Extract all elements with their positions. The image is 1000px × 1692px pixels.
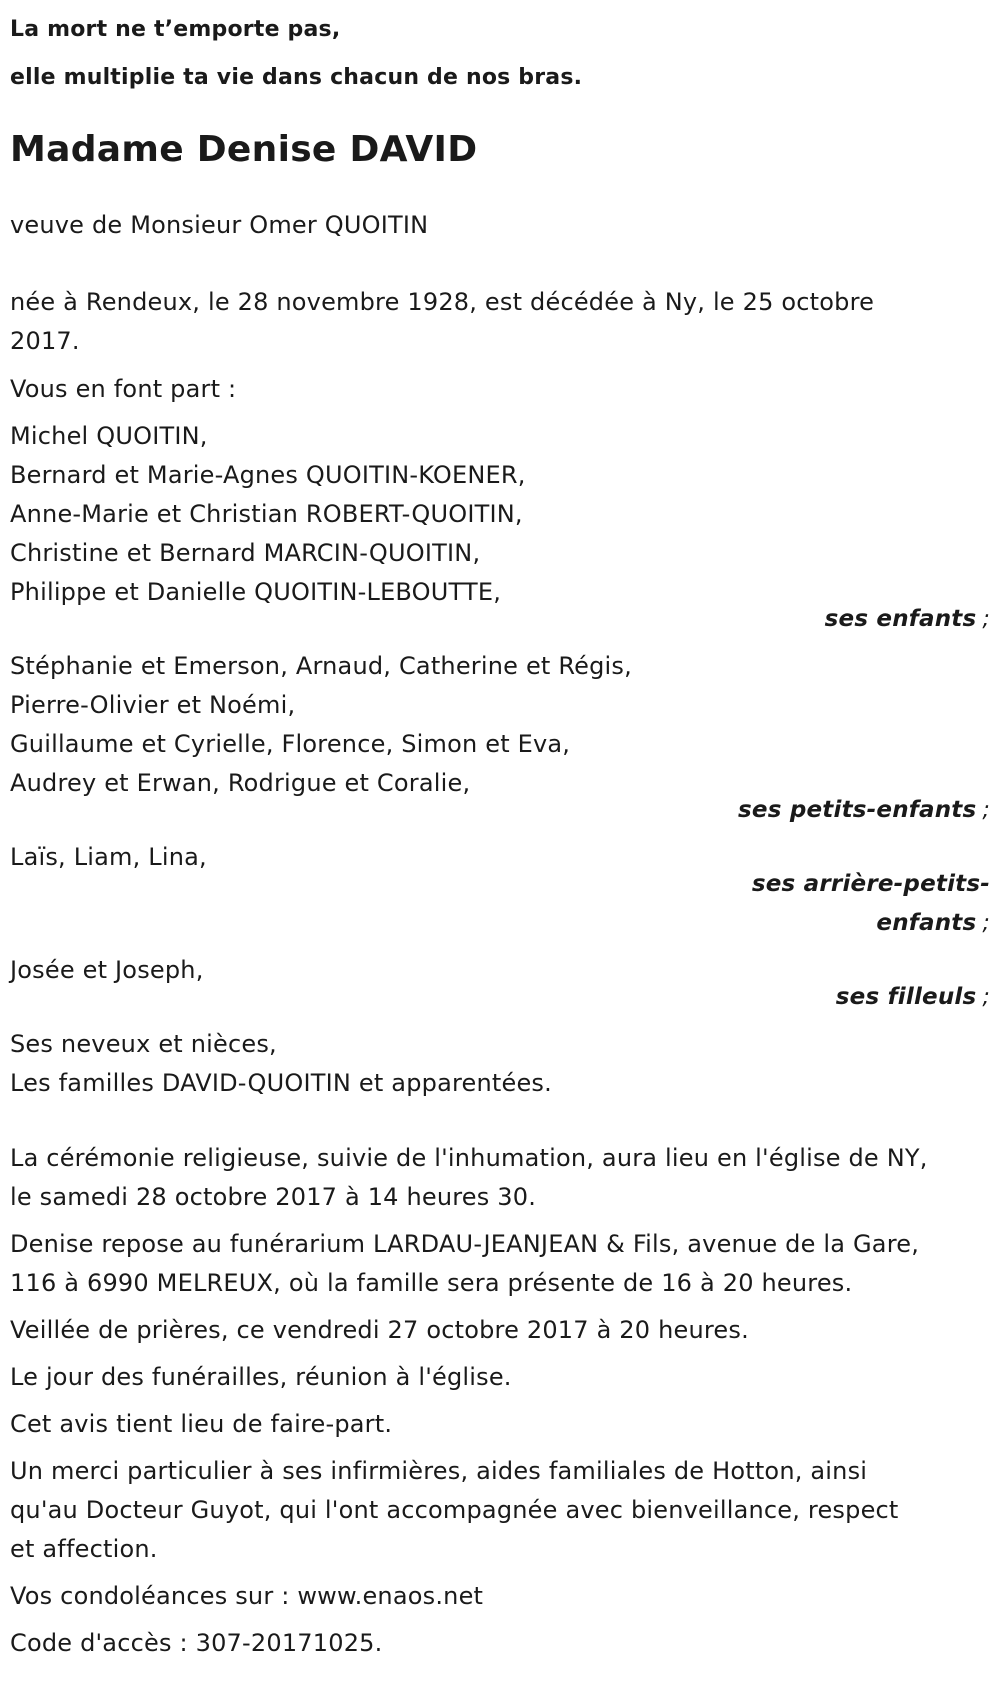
- role-semicolon: ;: [982, 911, 990, 936]
- list-item: Les familles DAVID-QUOITIN et apparentées.: [10, 1069, 552, 1097]
- thanks-line-3: et affection.: [10, 1535, 158, 1563]
- epigraph-line-2: elle multiplie ta vie dans chacun de nos bras.: [10, 65, 583, 90]
- thanks-line-1: Un merci particulier à ses infirmières, aides familiales de Hotton, ainsi: [10, 1457, 868, 1485]
- condolences-paragraph: Vos condoléances sur : www.enaos.net: [10, 1582, 484, 1610]
- role-semicolon: ;: [982, 798, 990, 823]
- list-item: Anne-Marie et Christian ROBERT-QUOITIN,: [10, 500, 523, 528]
- list-item: Ses neveux et nièces,: [10, 1030, 277, 1058]
- grandchildren-list: [10, 647, 990, 803]
- epigraph: [10, 6, 990, 102]
- list-item: Michel QUOITIN,: [10, 422, 208, 450]
- list-item: Guillaume et Cyrielle, Florence, Simon et Eva,: [10, 730, 571, 758]
- birth-death-line-1: née à Rendeux, le 28 novembre 1928, est décédée à Ny, le 25 octobre: [10, 288, 875, 316]
- ceremony-line-1: La cérémonie religieuse, suivie de l'inhumation, aura lieu en l'église de NY,: [10, 1144, 928, 1172]
- role-text: ses enfants: [824, 606, 977, 632]
- list-item: Josée et Joseph,: [10, 956, 204, 984]
- role-semicolon: ;: [982, 607, 990, 632]
- role-text: ses filleuls: [835, 984, 977, 1010]
- widow-of-line: veuve de Monsieur Omer QUOITIN: [10, 211, 429, 239]
- list-item: Christine et Bernard MARCIN-QUOITIN,: [10, 539, 481, 567]
- thanks-paragraph: [10, 1452, 990, 1569]
- thanks-line-2: qu'au Docteur Guyot, qui l'ont accompagnée avec bienveillance, respect: [10, 1496, 899, 1524]
- meeting-paragraph: Le jour des funérailles, réunion à l'église.: [10, 1363, 512, 1391]
- list-item: Stéphanie et Emerson, Arnaud, Catherine et Régis,: [10, 652, 632, 680]
- birth-death-paragraph: [10, 283, 990, 361]
- funerarium-line-1: Denise repose au funérarium LARDAU-JEANJEAN & Fils, avenue de la Gare,: [10, 1230, 920, 1258]
- list-item: Pierre-Olivier et Noémi,: [10, 691, 296, 719]
- list-item: Audrey et Erwan, Rodrigue et Coralie,: [10, 769, 471, 797]
- other-relatives-list: [10, 1025, 990, 1103]
- funerarium-paragraph: [10, 1225, 990, 1303]
- epigraph-line-1: La mort ne t’emporte pas,: [10, 17, 341, 42]
- ceremony-line-2: le samedi 28 octobre 2017 à 14 heures 30.: [10, 1183, 537, 1211]
- notice-paragraph: Cet avis tient lieu de faire-part.: [10, 1410, 393, 1438]
- funerarium-line-2: 116 à 6990 MELREUX, où la famille sera présente de 16 à 20 heures.: [10, 1269, 853, 1297]
- vigil-paragraph: Veillée de prières, ce vendredi 27 octobre 2017 à 20 heures.: [10, 1316, 749, 1344]
- list-item: Bernard et Marie-Agnes QUOITIN-KOENER,: [10, 461, 526, 489]
- role-text-line-1: ses arrière-petits-: [751, 871, 990, 897]
- announcement-intro: Vous en font part :: [10, 375, 237, 403]
- ceremony-paragraph: [10, 1139, 990, 1217]
- role-text-line-2: enfants: [876, 910, 977, 936]
- children-list: [10, 417, 990, 612]
- list-item: Laïs, Liam, Lina,: [10, 843, 207, 871]
- access-code-paragraph: Code d'accès : 307-20171025.: [10, 1629, 383, 1657]
- role-semicolon: ;: [982, 985, 990, 1010]
- birth-death-line-2: 2017.: [10, 327, 80, 355]
- list-item: Philippe et Danielle QUOITIN-LEBOUTTE,: [10, 578, 502, 606]
- role-text-line-2-wrap: [10, 904, 990, 943]
- deceased-name: Madame Denise DAVID: [10, 129, 478, 170]
- role-text: ses petits-enfants: [738, 797, 977, 823]
